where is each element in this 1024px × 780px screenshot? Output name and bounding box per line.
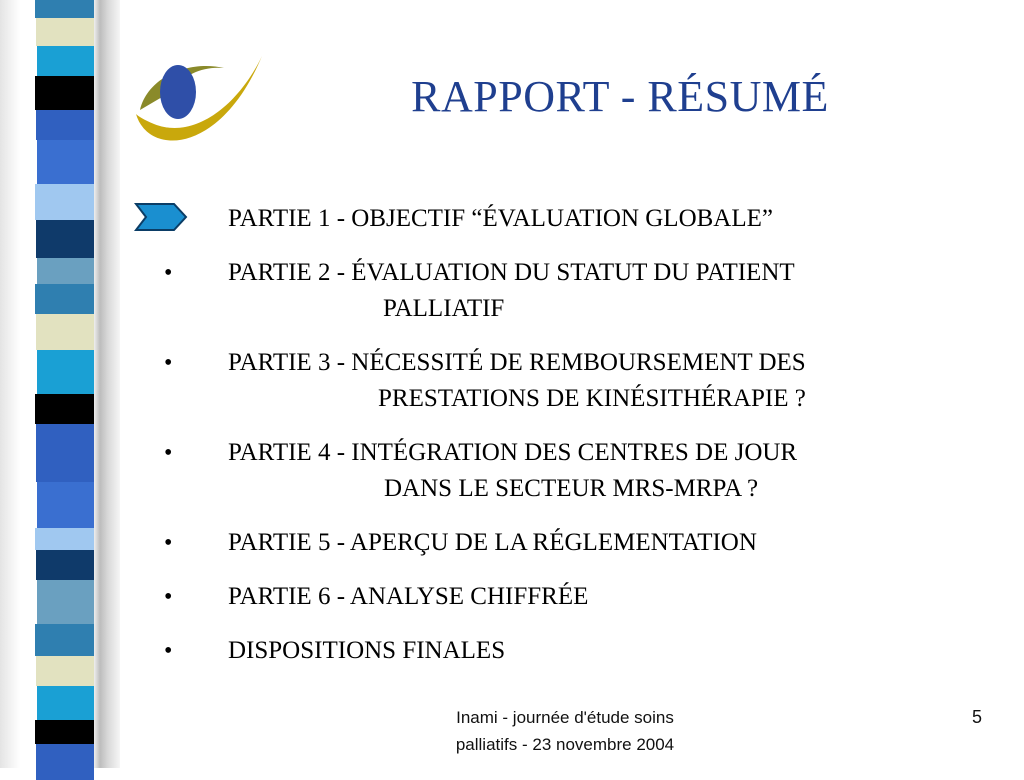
- stripe-segment: [37, 140, 94, 184]
- stripe-segment: [35, 76, 94, 110]
- agenda-item-part-2: PARTIE 2 - ÉVALUATION DU STATUT DU PATIENT: [228, 259, 795, 286]
- agenda-item-part-6: PARTIE 6 - ANALYSE CHIFFRÉE: [228, 583, 589, 610]
- stripe-segment: [37, 580, 94, 624]
- stripe-segment: [35, 624, 94, 656]
- agenda-item-part-1: PARTIE 1 - OBJECTIF “ÉVALUATION GLOBALE”: [228, 205, 773, 232]
- stripe-segment: [36, 110, 94, 140]
- stripe-segment: [37, 350, 94, 394]
- stripe-segment: [36, 424, 94, 482]
- stripe-segment: [37, 258, 94, 284]
- stripe-segment: [37, 482, 94, 528]
- stripe-segment: [37, 46, 94, 76]
- stripe-segment: [36, 744, 94, 780]
- bullet-marker: •: [164, 440, 173, 466]
- stripe-segment: [36, 656, 94, 686]
- agenda-item-final-provisions: DISPOSITIONS FINALES: [228, 637, 506, 664]
- footer-line-2: palliatifs - 23 novembre 2004: [455, 735, 675, 754]
- stripe-segment: [35, 284, 94, 314]
- stripe-segment: [35, 394, 94, 424]
- agenda-item-part-3-continuation: PRESTATIONS DE KINÉSITHÉRAPIE ?: [378, 385, 806, 412]
- stripe-segment: [37, 686, 94, 720]
- bullet-marker: •: [164, 260, 173, 286]
- stripe-segment: [35, 0, 94, 18]
- stripe-segment: [36, 550, 94, 580]
- agenda-item-part-4-continuation: DANS LE SECTEUR MRS-MRPA ?: [384, 475, 759, 502]
- bullet-marker: •: [164, 638, 173, 664]
- bullet-marker: •: [164, 350, 173, 376]
- slide-number: 5: [972, 707, 983, 727]
- slide-title: RAPPORT - RÉSUMÉ: [411, 72, 829, 121]
- stripe-segment: [35, 184, 94, 220]
- stripe-segment: [35, 528, 94, 550]
- stripe-segment: [36, 314, 94, 350]
- agenda-item-part-5: PARTIE 5 - APERÇU DE LA RÉGLEMENTATION: [228, 529, 757, 556]
- stripe-segment: [36, 18, 94, 46]
- agenda-item-part-2-continuation: PALLIATIF: [383, 295, 505, 322]
- inami-logo-icon: [128, 48, 268, 158]
- slide-footer: [420, 704, 710, 758]
- agenda-item-part-3: PARTIE 3 - NÉCESSITÉ DE REMBOURSEMENT DES: [228, 349, 806, 376]
- side-decoration-stripes: [0, 0, 1, 768]
- bullet-marker: •: [164, 584, 173, 610]
- stripe-segment: [35, 720, 94, 744]
- bullet-marker: •: [164, 530, 173, 556]
- chevron-arrow-icon: [134, 202, 188, 232]
- agenda-item-part-4: PARTIE 4 - INTÉGRATION DES CENTRES DE JOUR: [228, 439, 798, 466]
- footer-line-1: Inami - journée d'étude soins: [456, 708, 674, 727]
- stripe-segment: [36, 220, 94, 258]
